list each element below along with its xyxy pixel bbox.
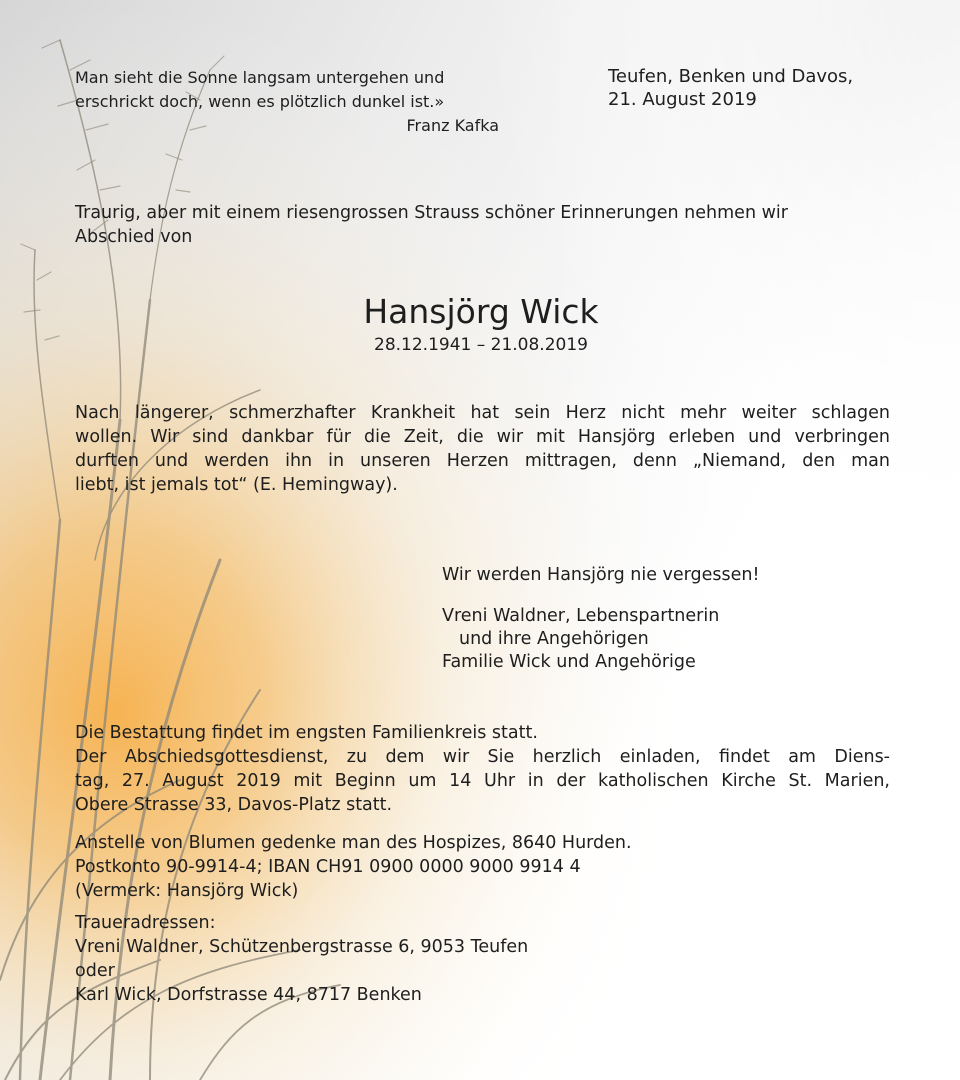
donation-info xyxy=(75,831,632,903)
life-dates: 28.12.1941 – 21.08.2019 xyxy=(374,335,588,355)
funeral-line: Die Bestattung findet im engsten Familienkreis statt. xyxy=(75,723,538,743)
intro-line: Traurig, aber mit einem riesengrossen Strauss schöner Erinnerungen nehmen wir xyxy=(75,203,788,223)
mourning-addresses xyxy=(75,911,528,1007)
funeral-line: Obere Strasse 33, Davos-Platz statt. xyxy=(75,795,393,815)
deceased-name: Hansjörg Wick xyxy=(363,292,599,331)
address-line: Karl Wick, Dorfstrasse 44, 8717 Benken xyxy=(75,985,422,1005)
quote-line: Man sieht die Sonne langsam untergehen und xyxy=(75,68,445,87)
quote-line: erschrickt doch, wenn es plötzlich dunkel ist.» xyxy=(75,92,445,111)
notice-date: 21. August 2019 xyxy=(608,89,757,110)
donation-line: Anstelle von Blumen gedenke man des Hospizes, 8640 Hurden. xyxy=(75,833,632,853)
donation-line: Postkonto 90-9914-4; IBAN CH91 0900 0000 9000 9914 4 xyxy=(75,857,581,877)
mourner-line: und ihre Angehörigen xyxy=(459,629,649,649)
mourners xyxy=(442,605,719,674)
message-line: Nach längerer, schmerzhafter Krankheit hat sein Herz nicht mehr weiter schlagen xyxy=(75,403,890,423)
mourner-line: Vreni Waldner, Lebenspartnerin xyxy=(442,606,720,626)
quote xyxy=(75,66,545,138)
funeral-line: Der Abschiedsgottesdienst, zu dem wir Sie herzlich einladen, findet am Diens- xyxy=(75,747,890,767)
addresses-heading: Traueradressen: xyxy=(75,913,216,933)
message-line: wollen. Wir sind dankbar für die Zeit, die wir mit Hansjörg erleben und verbringen xyxy=(75,427,890,447)
funeral-line: tag, 27. August 2019 mit Beginn um 14 Uhr in der katholischen Kirche St. Marien, xyxy=(75,771,890,791)
mourner-line: Familie Wick und Angehörige xyxy=(442,652,696,672)
message xyxy=(75,401,890,497)
donation-line: (Vermerk: Hansjörg Wick) xyxy=(75,881,299,901)
message-line: liebt, ist jemals tot“ (E. Hemingway). xyxy=(75,475,398,495)
address-line: Vreni Waldner, Schützenbergstrasse 6, 9053 Teufen xyxy=(75,937,529,957)
places: Teufen, Benken und Davos, xyxy=(608,66,854,87)
funeral-info xyxy=(75,721,890,817)
intro xyxy=(75,201,788,249)
intro-line: Abschied von xyxy=(75,227,193,247)
message-line: durften und werden ihn in unseren Herzen mittragen, denn „Niemand, den man xyxy=(75,451,890,471)
address-line: oder xyxy=(75,961,115,981)
place-date xyxy=(608,65,853,111)
remembrance: Wir werden Hansjörg nie vergessen! xyxy=(442,565,760,585)
quote-author: Franz Kafka xyxy=(406,116,499,135)
